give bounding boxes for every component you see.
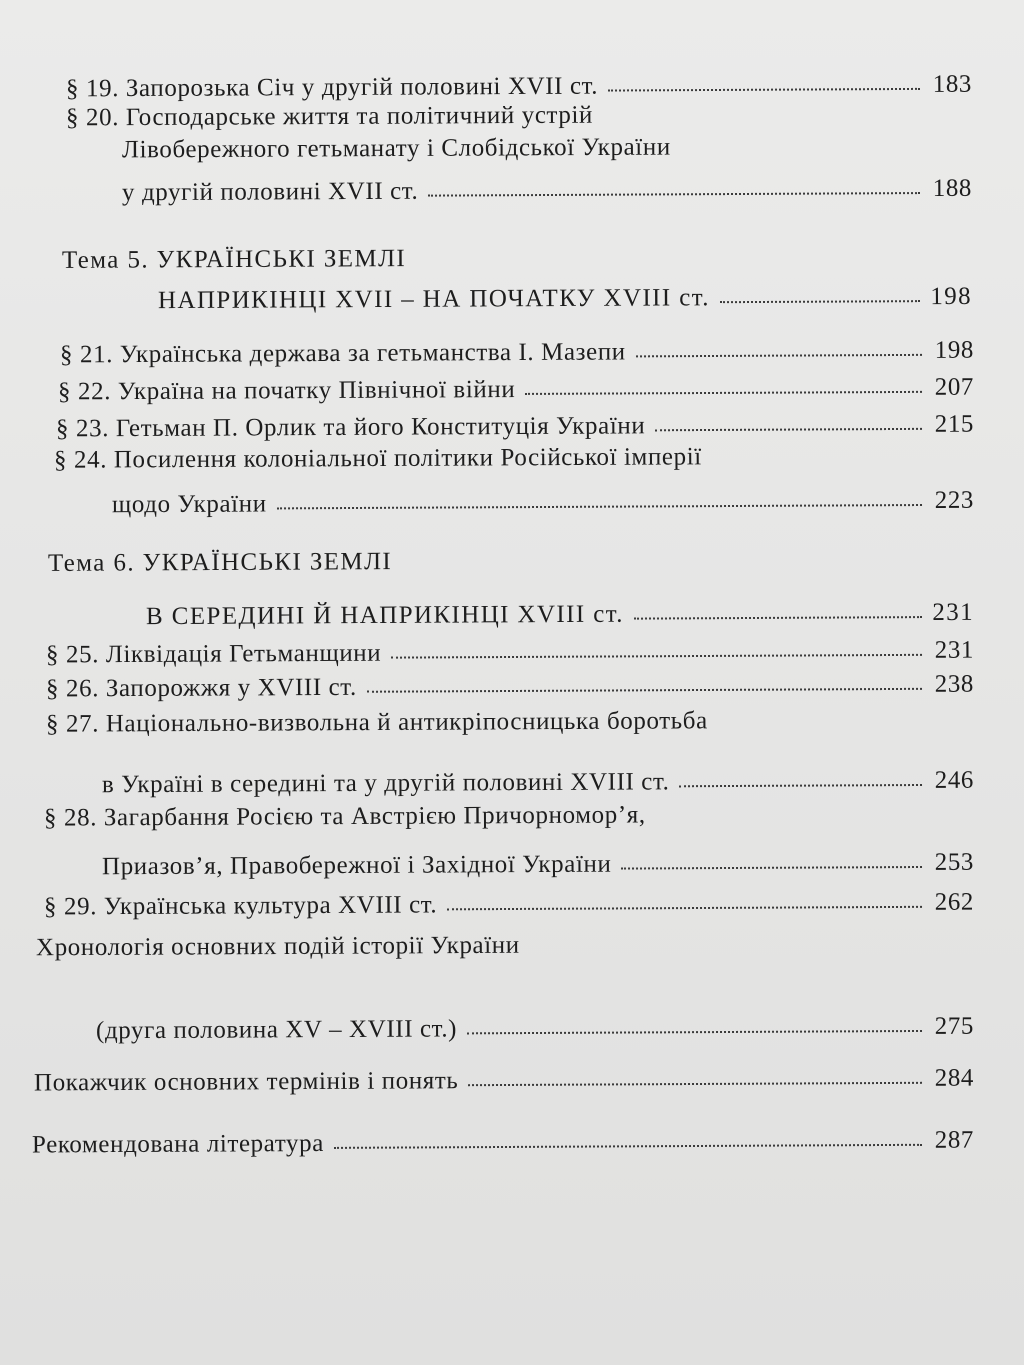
toc-entry-label: § 26. Запорожжя у XVIII ст. xyxy=(45,673,357,703)
toc-entry-27-line1: § 27. Національно-визвольна й антикріпосницька боротьба xyxy=(45,707,708,738)
chronology-line1: Хронологія основних подій історії України xyxy=(35,931,520,962)
toc-entry-label: Приазов’я, Правобережної і Західної України xyxy=(101,850,612,881)
toc-entry-label: Рекомендована література xyxy=(31,1129,324,1159)
page-number: 238 xyxy=(934,670,975,698)
page-number: 223 xyxy=(934,486,975,514)
leader-dots xyxy=(277,482,922,509)
toc-entry-20-line1: § 20. Господарське життя та політичний устрій xyxy=(65,101,594,132)
leader-dots xyxy=(334,1122,922,1149)
toc-entry-label: § 21. Українська держава за гетьманства І. Мазепи xyxy=(59,338,626,369)
leader-dots xyxy=(525,369,922,395)
leader-dots xyxy=(634,594,922,620)
leader-dots xyxy=(367,666,922,693)
page-number: 198 xyxy=(930,282,973,311)
leader-dots xyxy=(468,1060,922,1086)
toc-entry-29 xyxy=(44,886,974,925)
page-number: 275 xyxy=(934,1012,975,1040)
leader-dots xyxy=(720,278,920,303)
page-number: 183 xyxy=(932,70,973,98)
leader-dots xyxy=(679,762,922,787)
toc-entry-20 xyxy=(122,172,972,210)
toc-entry-28-line1: § 28. Загарбання Росією та Австрією Причорномор’я, xyxy=(43,801,646,832)
toc-entry-label: у другій половині XVII ст. xyxy=(121,177,419,207)
toc-entry-label: § 29. Українська культура XVIII ст. xyxy=(43,891,438,921)
toc-entry-28 xyxy=(102,846,974,885)
topic-5 xyxy=(158,280,972,318)
page-number: 246 xyxy=(934,766,975,794)
page-number: 198 xyxy=(934,336,975,364)
leader-dots xyxy=(447,884,922,910)
toc-entry-label: § 22. Україна на початку Північної війни xyxy=(57,376,516,406)
page-number: 253 xyxy=(934,848,975,876)
toc-entry-24-line1: § 24. Посилення колоніальної політики Російської імперії xyxy=(53,443,702,474)
leader-dots xyxy=(428,170,920,197)
toc-entry-label: (друга половина XV – XVIII ст.) xyxy=(95,1015,458,1045)
leader-dots xyxy=(621,844,922,870)
page-number: 287 xyxy=(934,1126,975,1154)
leader-dots xyxy=(636,332,922,357)
topic-5-title: Тема 5. УКРАЇНСЬКІ ЗЕМЛІ xyxy=(61,245,407,274)
toc-entry-27 xyxy=(102,764,974,803)
leader-dots xyxy=(655,406,922,431)
topic-6-subtitle: В СЕРЕДИНІ Й НАПРИКІНЦІ XVIII ст. xyxy=(145,600,624,631)
page-number: 207 xyxy=(934,373,975,401)
index-of-terms xyxy=(34,1062,974,1101)
leader-dots xyxy=(391,632,922,659)
toc-entry-label: Покажчик основних термінів і понять xyxy=(33,1067,459,1097)
toc-entry-24 xyxy=(112,484,974,523)
toc-entry-label: § 25. Ліквідація Гетьманщини xyxy=(45,639,382,669)
toc-entry-label: § 19. Запорозька Січ у другій половині XVII ст. xyxy=(65,72,599,103)
leader-dots xyxy=(608,66,920,92)
chronology xyxy=(96,1010,974,1049)
toc-entry-label: в Україні в середині та у другій половині XVIII ст. xyxy=(101,768,670,799)
page-number: 284 xyxy=(934,1064,975,1092)
page-number: 215 xyxy=(934,410,975,438)
topic-6-title: Тема 6. УКРАЇНСЬКІ ЗЕМЛІ xyxy=(47,548,393,577)
page-number: 262 xyxy=(934,888,975,916)
toc-entry-26 xyxy=(46,668,974,707)
topic-6 xyxy=(146,596,974,634)
toc-entry-20-line2: Лівобережного гетьманату і Слобідської України xyxy=(121,133,671,164)
leader-dots xyxy=(467,1008,922,1034)
topic-5-subtitle: НАПРИКІНЦІ XVII – НА ПОЧАТКУ XVIII ст. xyxy=(157,284,710,315)
toc-entry-label: § 23. Гетьман П. Орлик та його Конституція України xyxy=(55,412,646,443)
recommended-literature xyxy=(32,1124,974,1163)
page-number: 231 xyxy=(934,636,975,664)
page-number: 231 xyxy=(932,598,975,627)
page-number: 188 xyxy=(932,174,973,202)
toc-entry-21 xyxy=(60,334,974,373)
toc-entry-label: щодо України xyxy=(111,490,267,519)
toc-entry-22 xyxy=(58,371,974,410)
